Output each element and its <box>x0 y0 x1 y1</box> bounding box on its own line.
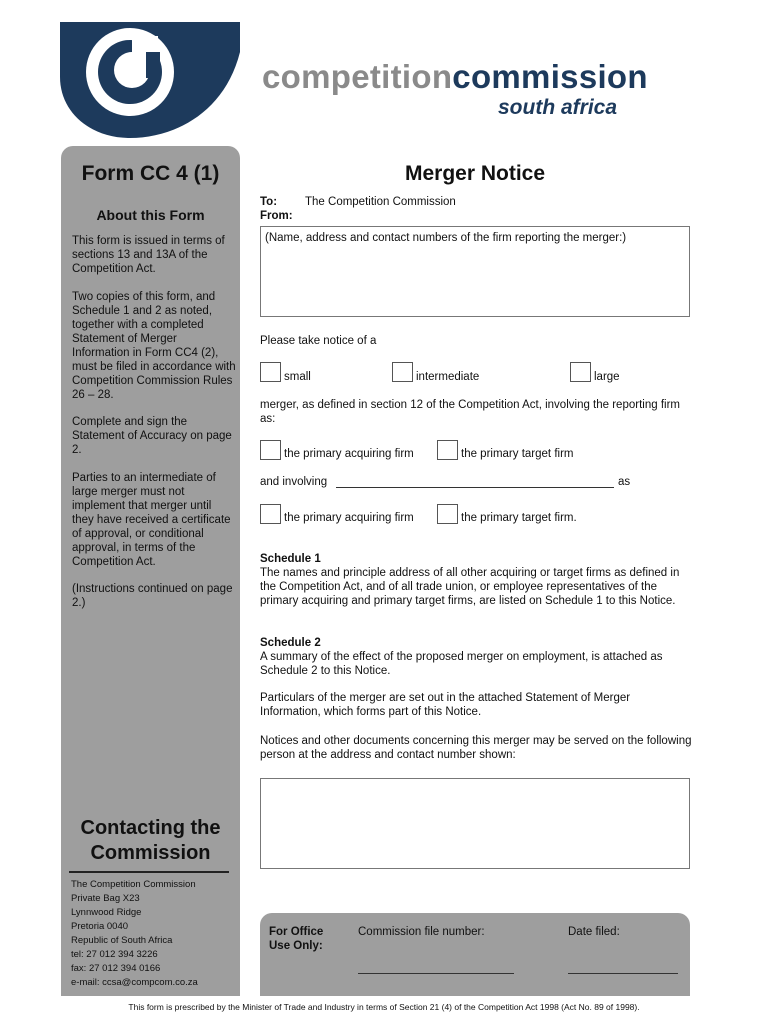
about-paragraph-2: Two copies of this form, and Schedule 1 and 2 as noted, together with a completed Statement of Merger Information in Form CC4 (2), must be filed in accordance with Competition Commission Rules 26 – 28. <box>72 291 236 401</box>
role-2-target-label: the primary target firm. <box>461 512 577 524</box>
about-paragraph-1: This form is issued in terms of sections 13 and 13A of the Competition Act. <box>72 235 225 275</box>
and-involving-label: and involving <box>260 476 328 488</box>
form-id: Form CC 4 (1) <box>81 162 220 185</box>
contact-fax: fax: 27 012 394 0166 <box>71 963 161 974</box>
role-1-target-label: the primary target firm <box>461 448 574 460</box>
office-use-label-2: Use Only: <box>269 940 323 952</box>
office-use-panel <box>260 913 690 996</box>
from-label: From: <box>260 210 293 222</box>
footer-note: This form is prescribed by the Minister of Trade and Industry in terms of Section 21 (4) of the Competition Act 1998 (Act No. 89 of 1998). <box>128 1002 640 1012</box>
brand-subtitle: south africa <box>498 96 618 119</box>
service-contact-box[interactable] <box>260 778 690 869</box>
contact-line: Private Bag X23 <box>71 893 140 904</box>
checkbox-large-label: large <box>594 371 620 383</box>
contact-title-line-1: Contacting the <box>80 817 221 839</box>
office-use-label-1: For Office <box>269 926 324 938</box>
file-number-line[interactable] <box>358 973 514 974</box>
about-title: About this Form <box>96 207 205 223</box>
from-details-box[interactable] <box>260 226 690 317</box>
checkbox-role-2-target[interactable] <box>437 504 458 524</box>
from-box-hint: (Name, address and contact numbers of the firm reporting the merger:) <box>265 232 627 244</box>
schedule-1-title: Schedule 1 <box>260 553 321 565</box>
checkbox-small-label: small <box>284 371 311 383</box>
role-2-acquiring-label: the primary acquiring firm <box>284 512 414 524</box>
checkbox-small[interactable] <box>260 362 281 382</box>
about-paragraph-3: Complete and sign the Statement of Accuracy on page 2. <box>72 416 232 456</box>
to-value: The Competition Commission <box>305 196 456 208</box>
file-number-label: Commission file number: <box>358 926 485 938</box>
merger-definition: merger, as defined in section 12 of the Competition Act, involving the reporting firm as: <box>260 399 680 425</box>
brand-name <box>262 58 648 96</box>
checkbox-role-1-acquiring[interactable] <box>260 440 281 460</box>
schedule-2-title: Schedule 2 <box>260 637 321 649</box>
brand-name-dark: commission <box>452 58 648 95</box>
checkbox-large[interactable] <box>570 362 591 382</box>
checkbox-intermediate[interactable] <box>392 362 413 382</box>
involving-firm-input-line[interactable] <box>336 487 614 488</box>
role-1-acquiring-label: the primary acquiring firm <box>284 448 414 460</box>
schedule-2-text: A summary of the effect of the proposed merger on employment, is attached as Schedule 2 to this Notice. <box>260 651 663 677</box>
contact-title-line-2: Commission <box>90 842 211 864</box>
checkbox-role-2-acquiring[interactable] <box>260 504 281 524</box>
notice-intro: Please take notice of a <box>260 335 377 347</box>
notices-text: Notices and other documents concerning this merger may be served on the following person at the address and contact number shown: <box>260 735 692 761</box>
date-filed-label: Date filed: <box>568 926 620 938</box>
page-title: Merger Notice <box>404 162 546 185</box>
contact-email[interactable]: e-mail: ccsa@compcom.co.za <box>71 977 198 988</box>
contact-line: Republic of South Africa <box>71 935 173 946</box>
brand-name-light: competition <box>262 58 453 95</box>
checkbox-intermediate-label: intermediate <box>416 371 480 383</box>
contact-line: Pretoria 0040 <box>71 921 129 932</box>
to-label: To: <box>260 196 278 208</box>
contact-line: The Competition Commission <box>71 879 196 890</box>
about-paragraph-5: (Instructions continued on page 2.) <box>72 583 233 609</box>
sidebar-panel <box>61 146 240 996</box>
contact-title <box>61 816 240 866</box>
contact-details <box>71 878 198 990</box>
date-filed-line[interactable] <box>568 973 678 974</box>
about-paragraph-4: Parties to an intermediate of large merger must not implement that merger until they have received a certificate of approval, or conditional approval, in terms of the Competition Act. <box>72 472 231 568</box>
schedule-1-text: The names and principle address of all other acquiring or target firms as defined in the Competition Act, and of all trade union, or employee representatives of the primary acquiring and primary target firms, are listed on Schedule 1 to this Notice. <box>260 567 680 607</box>
contact-line: Lynnwood Ridge <box>71 907 142 918</box>
contact-tel: tel: 27 012 394 3226 <box>71 949 158 960</box>
contact-divider <box>69 871 229 873</box>
particulars-text: Particulars of the merger are set out in the attached Statement of Merger Information, which forms part of this Notice. <box>260 692 631 718</box>
as-label: as <box>618 476 631 488</box>
competition-commission-logo-icon <box>60 22 240 138</box>
checkbox-role-1-target[interactable] <box>437 440 458 460</box>
